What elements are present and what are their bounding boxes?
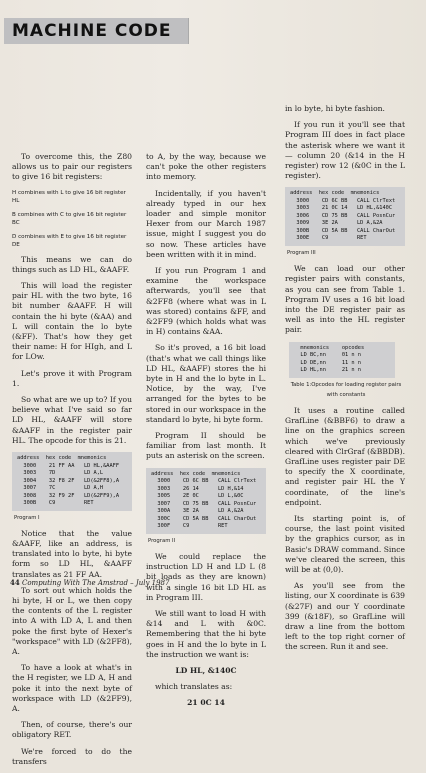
list-item: D combines with E to give 16 bit register DE [12,233,127,248]
program-1-listing: address hex code mnemonics 3000 21 FF AA LD HL,&AAFF 3003 7D LD A,L 3004 32 F8 2F LD(&2FF8),A 3007 7C LD A,H 3008 32 F9 2F LD(&2FF9),A 300B C9 RET [12,452,132,511]
column-2 [146,152,266,715]
paragraph: If you run it you'll see that Program III does in fact place the asterisk where we want it — column 20 (&14 in the H register) row 12 (&0C in the L register). [285,120,405,181]
paragraph: We're forced to do the transfers [12,746,132,766]
register-pairs-list [12,189,132,249]
program-2-listing: address hex code mnemonics 3000 CD 6C BB CALL ClrText 3003 26 14 LD H,&14 3005 2E 0C LD L,&0C 3007 CD 75 BB CALL PosnCur 300A 3E 2A LD A,&2A 300C CD 5A BB CALL CharOut 300F C9 RET [146,468,266,534]
instruction-line: LD HL, &140C [175,665,237,675]
paragraph: To overcome this, the Z80 allows us to pair our registers to give 16 bit registers: [12,152,132,182]
paragraph: to A, by the way, because we can't poke the other registers into memory. [146,152,266,182]
opcode-line: 21 0C 14 [187,698,225,708]
page-number: 44 [10,578,20,587]
section-title: MACHINE CODE [12,21,172,41]
paragraph: We could replace the instruction LD H and LD L (8 bit loads as they are known) with a single 16 bit LD HL as in Program III. [146,551,266,602]
table-caption: Table 1:Opcodes for loading register pairs with constants [290,381,402,398]
paragraph: Let's prove it with Program 1. [12,368,132,388]
paragraph: It uses a routine called GrafLine (&BBF6) to draw a line on the graphics screen which we've previously cleared with ClrGraf (&BBDB). GrafLine uses register pair DE to specify the X coordinate, and register pair HL the Y coordinate, of the line's endpoint. [285,405,405,507]
paragraph: Then, of course, there's our obligatory RET. [12,720,132,740]
paragraph: To sort out which holds the hi byte, H or L, we then copy the contents of the L register into A with LD A, L and then poke the first byte of Hexer's "workspace" with LD (&2FF8), A. [12,585,132,656]
paragraph: We can load our other register pairs with constants, as you can see from Table 1. Program IV uses a 16 bit load into the DE register pair as well as into the HL register pair. [285,264,405,335]
paragraph: If you run Program 1 and examine the workspace afterwards, you'll see that &2FF8 (where what was in L was stored) contains &FF, and &2FF9 (which holds what was in H) contains &AA. [146,266,266,337]
paragraph: in lo byte, hi byte fashion. [285,104,385,113]
section-header [4,18,189,44]
column-3 [285,104,405,659]
paragraph: Incidentally, if you haven't already typed in our hex loader and simple monitor Hexer from our March 1987 issue, might I suggest you do so now. These articles have been written with it in mind. [146,188,266,259]
paragraph: Notice that the value &AAFF, like an address, is translated into lo byte, hi byte form so LD HL, &AAFF translates as 21 FF AA. [12,528,132,579]
paragraph: We still want to load H with &14 and L with &0C. Remembering that the hi byte goes in H and the lo byte in L the instruction we want is: [146,608,266,659]
page-footer [10,578,169,587]
program-1-caption: Program I [14,514,40,521]
publication-line: Computing With The Amstrad – July 1987 [21,579,170,587]
list-item: H combines with L to give 16 bit register HL [12,189,126,204]
paragraph: To have a look at what's in the H register, we LD A, H and poke it into the next byte of workspace with LD (&2FF9), A. [12,663,132,714]
paragraph: This means we can do things such as LD HL, &AAFF. [12,254,132,274]
program-2-caption: Program II [148,537,176,544]
list-item: B combines with C to give 16 bit register BC [12,211,127,226]
paragraph: Program II should be familiar from last month. It puts an asterisk on the screen. [146,431,266,461]
paragraph: Its starting point is, of course, the last point visited by the graphics cursor, as in Basic's DRAW command. Since we've cleared the screen, this will be at (0,0). [285,513,405,574]
paragraph: So it's proved, a 16 bit load (that's what we call things like LD HL, &AAFF) stores the hi byte in H and the lo byte in L. Notice, by the way, I've arranged for the bytes to be stored in our workspace in the standard lo byte, hi byte form. [146,343,266,424]
paragraph: This will load the register pair HL with the two byte, 16 bit number &AAFF. H will contain the hi byte (&AA) and L will contain the lo byte (&FF). That's how they get their name: H for HIgh, and L for LOw. [12,281,132,362]
paragraph: So what are we up to? If you believe what I've said so far LD HL, &AAFF will store &AAFF in the register pair HL. The opcode for this is 21. [12,395,132,445]
column-1 [12,152,132,773]
paragraph: which translates as: [155,682,233,692]
opcode-table: mnemonics opcodes LD BC,nn 01 n n LD DE,nn 11 n n LD HL,nn 21 n n [289,342,395,378]
paragraph: As you'll see from the listing, our X coordinate is 639 (&27F) and our Y coordinate 399 (&18F), so GrafLine will draw a line from the bottom left to the top right corner of the screen. Run it and see. [285,581,405,652]
program-3-caption: Program III [287,249,316,256]
program-3-listing: address hex code mnemonics 3000 CD 6C BB CALL ClrText 3003 21 0C 14 LD HL,&140C 3006 CD 75 BB CALL PosnCur 3009 3E 2A LD A,&2A 300B CD 5A BB CALL CharOut 300E C9 RET [285,187,405,246]
